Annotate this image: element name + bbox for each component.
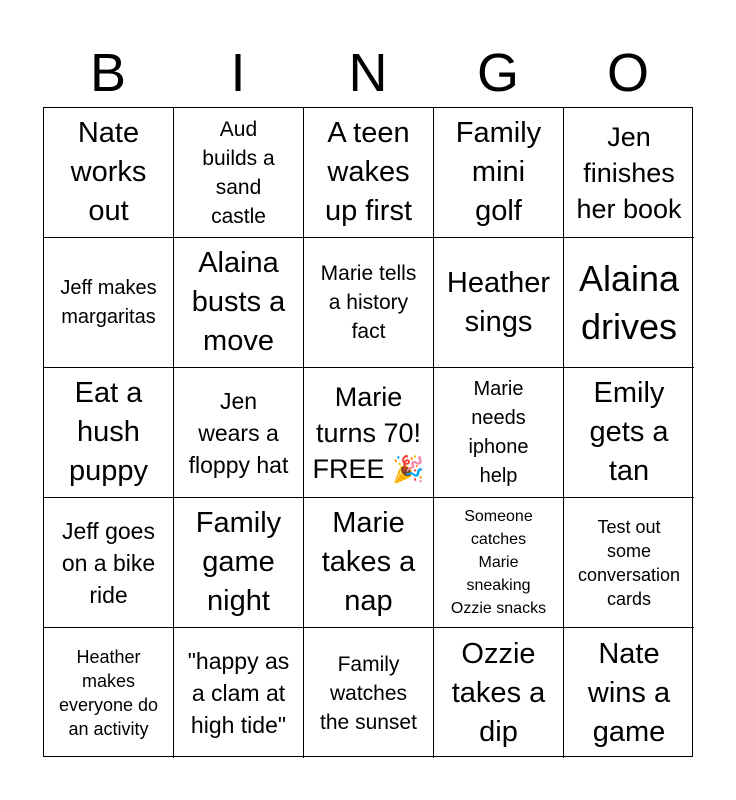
bingo-cell <box>434 628 564 758</box>
bingo-cell <box>304 238 434 368</box>
cell-text: Ozzie takes a dip <box>451 637 546 748</box>
cell-text: Someone catches Marie sneaking Ozzie snacks <box>450 508 547 617</box>
bingo-cell <box>434 368 564 498</box>
cell-text: Heather sings <box>446 266 551 338</box>
bingo-cell <box>564 628 694 758</box>
bingo-header <box>43 40 693 106</box>
bingo-cell <box>564 498 694 628</box>
bingo-cell <box>434 238 564 368</box>
header-letter-g: G <box>476 43 519 103</box>
bingo-cell <box>44 498 174 628</box>
cell-text: Family watches the sunset <box>320 652 417 734</box>
bingo-cell <box>434 498 564 628</box>
header-letter-n: N <box>348 43 388 103</box>
cell-text: Family game night <box>195 507 282 617</box>
bingo-cell <box>564 368 694 498</box>
bingo-cell <box>304 628 434 758</box>
cell-text: Jeff goes on a bike ride <box>61 517 156 608</box>
bingo-cell <box>174 238 304 368</box>
cell-text: Emily gets a tan <box>589 377 669 487</box>
header-letter-b: B <box>89 43 127 103</box>
cell-text: Jeff makes margaritas <box>60 276 157 328</box>
bingo-cell <box>44 238 174 368</box>
cell-text: Family mini golf <box>455 117 542 227</box>
header-letter-o: O <box>606 43 649 103</box>
bingo-cell <box>564 108 694 238</box>
party-popper-icon: 🎉 <box>392 453 425 484</box>
header-letter-i: I <box>230 43 246 103</box>
cell-text: Nate wins a game <box>587 637 671 748</box>
cell-text: Alaina busts a move <box>191 247 286 357</box>
cell-text: Marie takes a nap <box>321 507 416 617</box>
bingo-cell <box>434 108 564 238</box>
bingo-free-cell <box>304 368 434 498</box>
bingo-cell <box>44 628 174 758</box>
cell-text: Marie needs iphone help <box>468 377 529 487</box>
cell-text: Alaina drives <box>578 257 680 347</box>
cell-text: "happy as a clam at high tide" <box>187 648 290 738</box>
bingo-cell <box>44 108 174 238</box>
bingo-cell <box>304 498 434 628</box>
bingo-cell <box>174 368 304 498</box>
bingo-board <box>43 107 693 757</box>
bingo-cell <box>564 238 694 368</box>
cell-text: Jen finishes her book <box>576 121 682 224</box>
bingo-cell <box>174 628 304 758</box>
cell-text: Heather makes everyone do an activity <box>58 647 159 739</box>
cell-text: Marie tells a history fact <box>320 262 417 343</box>
bingo-cell <box>174 108 304 238</box>
cell-text: Test out some conversation cards <box>577 516 681 609</box>
bingo-cell <box>304 108 434 238</box>
bingo-cell <box>44 368 174 498</box>
cell-text: Jen wears a floppy hat <box>188 387 289 478</box>
cell-text: Eat a hush puppy <box>68 377 148 487</box>
cell-text: A teen wakes up first <box>324 117 413 227</box>
cell-text: Nate works out <box>70 117 147 227</box>
free-cell-label: Marie turns 70! FREE <box>312 381 422 484</box>
cell-text <box>313 379 425 487</box>
bingo-cell <box>174 498 304 628</box>
cell-text: Aud builds a sand castle <box>202 117 275 228</box>
